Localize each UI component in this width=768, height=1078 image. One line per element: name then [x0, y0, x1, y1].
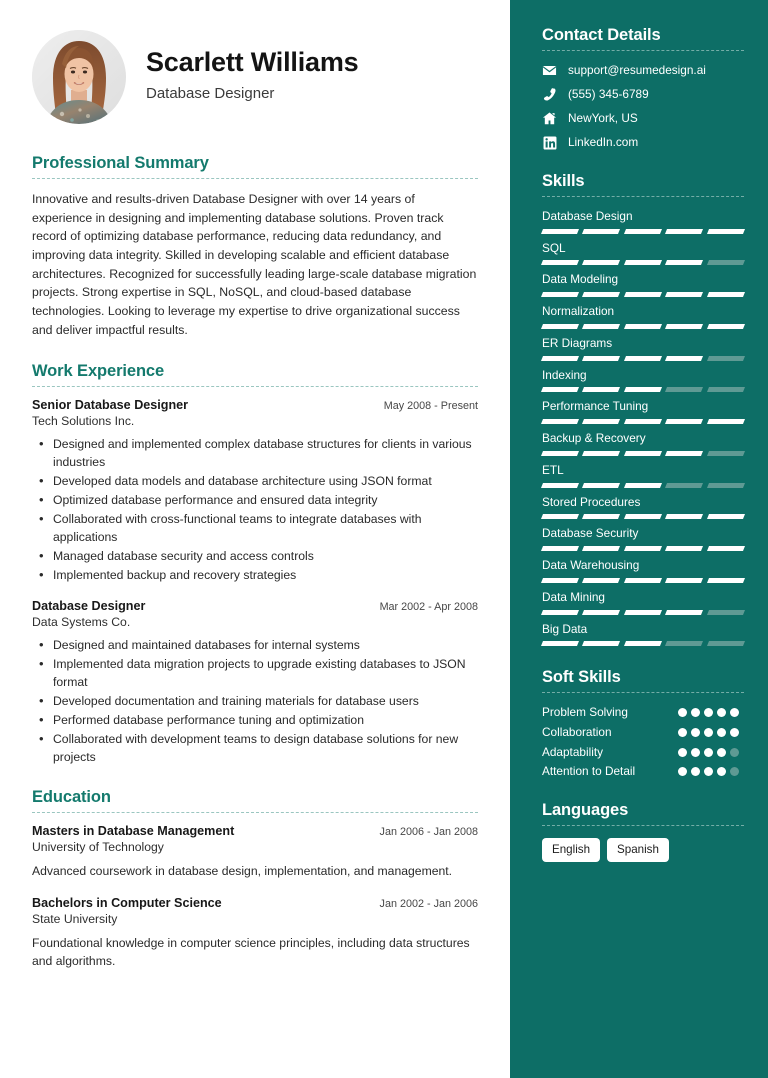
envelope-icon: [542, 63, 557, 78]
skill-name: ER Diagrams: [542, 335, 613, 350]
sidebar: [510, 0, 768, 1078]
skill-bar-segment: [665, 419, 703, 424]
skill-level-bar: [542, 356, 744, 361]
list-item: • Performed database performance tuning and optimization: [32, 711, 478, 729]
contact-value: LinkedIn.com: [568, 135, 639, 150]
section-skills: [542, 172, 744, 646]
skill-item: [542, 590, 744, 615]
skill-bar-segment: [665, 610, 703, 615]
page-title: Scarlett Williams: [146, 47, 359, 78]
rating-dot: [678, 748, 687, 757]
skill-item: [542, 431, 744, 456]
section-heading: Skills: [542, 172, 585, 190]
skill-level-bar: [542, 451, 744, 456]
section-soft-skills: [542, 668, 744, 779]
skill-bar-segment: [582, 387, 620, 392]
job-title: Database Designer: [32, 598, 146, 613]
skill-bar-segment: [541, 514, 579, 519]
section-education: [32, 788, 478, 970]
skill-bar-segment: [707, 229, 745, 234]
skill-bar-segment: [665, 356, 703, 361]
job-role-subtitle: Database Designer: [146, 84, 275, 102]
skill-bar-segment: [665, 578, 703, 583]
soft-skill-rating-dots: [678, 745, 744, 757]
list-item: • Collaborated with development teams to design database solutions for new projects: [32, 730, 478, 766]
soft-skill-name: Attention to Detail: [542, 764, 636, 779]
rating-dot: [691, 748, 700, 757]
education-item: [32, 896, 478, 970]
user-photo-avatar-icon: [32, 30, 126, 124]
job-bullet-list: [32, 636, 478, 766]
rating-dot: [691, 708, 700, 717]
skill-bar-segment: [707, 260, 745, 265]
skill-bar-segment: [582, 546, 620, 551]
work-experience-list: [32, 398, 478, 767]
list-item: • Managed database security and access controls: [32, 547, 478, 565]
resume-header: [32, 30, 478, 124]
skill-bar-segment: [707, 387, 745, 392]
contact-item[interactable]: [542, 111, 744, 126]
soft-skill-item: [542, 745, 744, 760]
skill-bar-segment: [582, 578, 620, 583]
rating-dot: [691, 767, 700, 776]
education-description: Advanced coursework in database design, implementation, and management.: [32, 864, 453, 879]
rating-dot: [730, 748, 739, 757]
skill-name: Database Security: [542, 526, 639, 541]
skill-item: [542, 526, 744, 551]
skill-name: Database Design: [542, 209, 633, 223]
skill-name: Data Modeling: [542, 272, 619, 287]
skill-item: [542, 622, 744, 647]
section-contact-details: [542, 26, 744, 150]
soft-skill-rating-dots: [678, 764, 744, 776]
skill-name: Data Warehousing: [542, 558, 640, 573]
language-chip: English: [542, 838, 600, 862]
rating-dot: [717, 708, 726, 717]
skill-bar-segment: [707, 514, 745, 519]
skill-bar-segment: [541, 483, 579, 488]
skill-bar-segment: [541, 356, 579, 361]
contact-value: NewYork, US: [568, 111, 638, 126]
skill-item: [542, 241, 744, 266]
rating-dot: [678, 708, 687, 717]
work-experience-item: [32, 599, 478, 766]
job-date-range: May 2008 - Present: [383, 399, 478, 412]
skill-bar-segment: [624, 483, 662, 488]
soft-skill-item: [542, 764, 744, 779]
home-icon: [542, 111, 557, 126]
rating-dot: [730, 708, 739, 717]
skill-name: Normalization: [542, 304, 615, 319]
skill-bar-segment: [624, 387, 662, 392]
soft-skill-item: [542, 705, 744, 720]
list-item: • Collaborated with cross-functional teams to integrate databases with applications: [32, 510, 478, 546]
skill-level-bar: [542, 546, 744, 551]
skill-item: [542, 399, 744, 424]
skill-bar-segment: [541, 610, 579, 615]
contact-item[interactable]: [542, 87, 744, 102]
skill-bar-segment: [707, 610, 745, 615]
education-header-row: [32, 824, 478, 838]
section-languages: [542, 801, 744, 862]
avatar: [32, 30, 126, 124]
skill-bar-segment: [582, 514, 620, 519]
contact-item[interactable]: [542, 63, 744, 78]
skill-item: [542, 558, 744, 583]
skill-level-bar: [542, 641, 744, 646]
skill-bar-segment: [624, 324, 662, 329]
skill-bar-segment: [665, 387, 703, 392]
skill-bar-segment: [707, 356, 745, 361]
skill-bar-segment: [582, 260, 620, 265]
section-heading: Work Experience: [32, 361, 165, 380]
job-company: Data Systems Co.: [32, 614, 131, 629]
work-experience-item: [32, 398, 478, 584]
contact-value: (555) 345-6789: [568, 87, 649, 102]
skill-item: [542, 304, 744, 329]
divider: [542, 825, 744, 826]
skill-bar-segment: [582, 419, 620, 424]
skill-bar-segment: [582, 229, 620, 234]
rating-dot: [704, 748, 713, 757]
languages-list: [542, 838, 744, 862]
skill-item: [542, 368, 744, 393]
skill-level-bar: [542, 260, 744, 265]
skill-level-bar: [542, 387, 744, 392]
list-item: • Implemented data migration projects to upgrade existing databases to JSON format: [32, 655, 478, 691]
section-heading: Education: [32, 788, 111, 807]
skill-bar-segment: [624, 546, 662, 551]
skill-bar-segment: [665, 229, 703, 234]
skill-item: [542, 336, 744, 361]
skill-level-bar: [542, 578, 744, 583]
skill-name: Performance Tuning: [542, 399, 649, 414]
skill-name: Stored Procedures: [542, 494, 641, 509]
skill-bar-segment: [624, 260, 662, 265]
skill-name: SQL: [542, 240, 566, 255]
skill-bar-segment: [541, 546, 579, 551]
skill-bar-segment: [665, 324, 703, 329]
skill-name: ETL: [542, 462, 564, 477]
soft-skills-list: [542, 705, 744, 779]
education-date-range: Jan 2006 - Jan 2008: [379, 826, 478, 839]
skill-bar-segment: [665, 514, 703, 519]
skill-bar-segment: [582, 483, 620, 488]
job-header-row: [32, 599, 478, 613]
rating-dot: [691, 728, 700, 737]
skill-bar-segment: [624, 514, 662, 519]
education-degree: Bachelors in Computer Science: [32, 896, 222, 911]
skill-name: Big Data: [542, 621, 588, 636]
skill-bar-segment: [582, 641, 620, 646]
list-item: • Optimized database performance and ensured data integrity: [32, 491, 478, 509]
divider: [32, 812, 478, 813]
education-degree: Masters in Database Management: [32, 824, 235, 839]
education-date-range: Jan 2002 - Jan 2006: [379, 898, 478, 911]
linkedin-icon: [542, 135, 557, 150]
skill-bar-segment: [624, 356, 662, 361]
skill-bar-segment: [582, 610, 620, 615]
job-bullet-list: [32, 435, 478, 584]
skill-bar-segment: [541, 451, 579, 456]
rating-dot: [717, 748, 726, 757]
skill-bar-segment: [624, 578, 662, 583]
soft-skill-item: [542, 725, 744, 740]
skill-level-bar: [542, 324, 744, 329]
summary-text: Innovative and results-driven Database Designer with over 14 years of experience in designing and implementing database solutions. Proven track record of optimizing database performance, reducing data redundancy, and improving data integrity. Skilled in developing scalable and efficient database architectures. Recognized for successfully leading large-scale database migration projects. Strong expertise in SQL, NoSQL, and cloud-based database technologies. Looking to leverage my expertise to drive organizational success and deliver impactful results.: [32, 192, 477, 337]
divider: [32, 386, 478, 387]
contact-item[interactable]: [542, 135, 744, 150]
skill-bar-segment: [665, 546, 703, 551]
skill-name: Indexing: [542, 367, 587, 382]
education-school: State University: [32, 912, 118, 927]
skill-bar-segment: [541, 324, 579, 329]
skill-bar-segment: [707, 292, 745, 297]
skill-bar-segment: [707, 324, 745, 329]
skill-item: [542, 272, 744, 297]
skill-bar-segment: [707, 451, 745, 456]
list-item: • Designed and implemented complex database structures for clients in various industries: [32, 435, 478, 471]
section-professional-summary: [32, 154, 478, 340]
skill-bar-segment: [624, 641, 662, 646]
rating-dot: [730, 728, 739, 737]
language-chip: Spanish: [607, 838, 669, 862]
rating-dot: [704, 767, 713, 776]
contact-value: support@resumedesign.ai: [568, 63, 706, 78]
skill-bar-segment: [707, 483, 745, 488]
section-heading: Languages: [542, 801, 629, 820]
education-description: Foundational knowledge in computer science principles, including data structures and algorithms.: [32, 936, 470, 969]
contact-list: [542, 63, 744, 150]
skill-bar-segment: [582, 324, 620, 329]
skill-bar-segment: [582, 292, 620, 297]
section-heading: Contact Details: [542, 26, 661, 44]
education-header-row: [32, 896, 478, 910]
skill-bar-segment: [707, 578, 745, 583]
list-item: • Developed data models and database architecture using JSON format: [32, 472, 478, 490]
phone-icon: [542, 87, 557, 102]
skill-bar-segment: [541, 229, 579, 234]
skill-bar-segment: [665, 483, 703, 488]
skill-level-bar: [542, 514, 744, 519]
skill-bar-segment: [624, 610, 662, 615]
skill-level-bar: [542, 419, 744, 424]
divider: [542, 692, 744, 693]
rating-dot: [704, 708, 713, 717]
skill-name: Backup & Recovery: [542, 431, 646, 446]
divider: [542, 50, 744, 51]
skill-bar-segment: [541, 387, 579, 392]
soft-skill-rating-dots: [678, 725, 744, 737]
section-heading: Soft Skills: [542, 668, 621, 687]
rating-dot: [678, 728, 687, 737]
skill-bar-segment: [541, 641, 579, 646]
skill-bar-segment: [624, 292, 662, 297]
education-list: [32, 824, 478, 970]
section-heading: Professional Summary: [32, 154, 209, 172]
divider: [32, 178, 478, 179]
skill-name: Data Mining: [542, 589, 605, 604]
rating-dot: [717, 728, 726, 737]
skill-bar-segment: [707, 641, 745, 646]
skill-bar-segment: [541, 578, 579, 583]
skill-bar-segment: [665, 641, 703, 646]
education-item: [32, 824, 478, 880]
skill-bar-segment: [707, 546, 745, 551]
divider: [542, 196, 744, 197]
skill-bar-segment: [582, 356, 620, 361]
soft-skill-name: Collaboration: [542, 725, 612, 740]
job-header-row: [32, 398, 478, 412]
soft-skill-name: Problem Solving: [542, 705, 628, 720]
rating-dot: [704, 728, 713, 737]
skill-level-bar: [542, 292, 744, 297]
rating-dot: [678, 767, 687, 776]
list-item: • Designed and maintained databases for internal systems: [32, 636, 478, 654]
skill-level-bar: [542, 610, 744, 615]
skill-bar-segment: [541, 260, 579, 265]
section-work-experience: [32, 362, 478, 767]
list-item: • Implemented backup and recovery strategies: [32, 566, 478, 584]
rating-dot: [730, 767, 739, 776]
skill-bar-segment: [624, 229, 662, 234]
skill-bar-segment: [541, 419, 579, 424]
skill-bar-segment: [665, 292, 703, 297]
skill-bar-segment: [541, 292, 579, 297]
job-company: Tech Solutions Inc.: [32, 413, 135, 428]
skill-bar-segment: [665, 451, 703, 456]
name-block: [146, 47, 358, 106]
skill-item: [542, 495, 744, 520]
soft-skill-rating-dots: [678, 705, 744, 717]
education-school: University of Technology: [32, 840, 164, 855]
job-title: Senior Database Designer: [32, 397, 189, 412]
skill-bar-segment: [665, 260, 703, 265]
skill-bar-segment: [624, 451, 662, 456]
skill-item: [542, 209, 744, 234]
skill-level-bar: [542, 229, 744, 234]
skill-bar-segment: [582, 451, 620, 456]
rating-dot: [717, 767, 726, 776]
job-date-range: Mar 2002 - Apr 2008: [379, 600, 478, 613]
list-item: • Developed documentation and training materials for database users: [32, 692, 478, 710]
skill-item: [542, 463, 744, 488]
skill-level-bar: [542, 483, 744, 488]
soft-skill-name: Adaptability: [542, 744, 603, 759]
skill-bar-segment: [624, 419, 662, 424]
skill-bar-segment: [707, 419, 745, 424]
skills-list: [542, 209, 744, 646]
